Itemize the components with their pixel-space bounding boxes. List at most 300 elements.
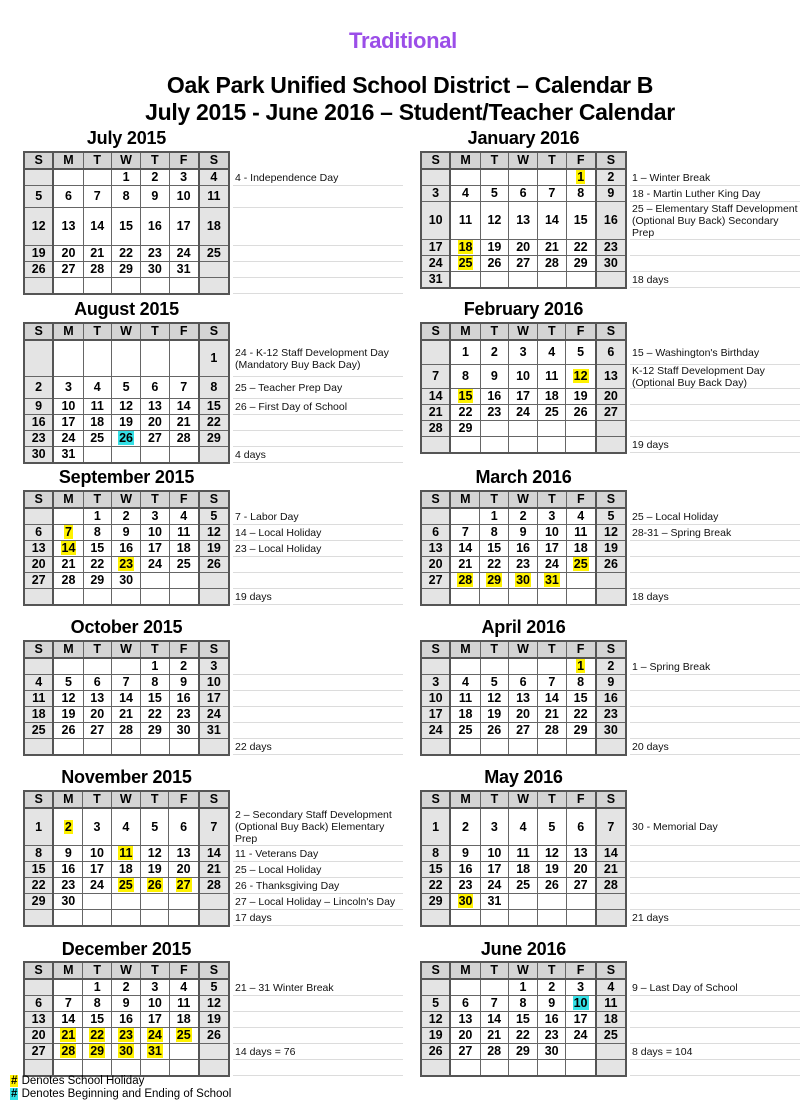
- day-cell: [538, 878, 566, 894]
- weekday-header: S: [199, 962, 229, 979]
- day-cell: [508, 1044, 537, 1060]
- day-cell: [53, 508, 83, 525]
- week-row: [24, 573, 229, 589]
- day-cell: [141, 739, 169, 756]
- day-cell: [596, 878, 626, 894]
- day-cell: [480, 878, 508, 894]
- day-cell: [53, 431, 83, 447]
- day-number: 13: [31, 1012, 46, 1026]
- day-cell: [53, 979, 83, 996]
- day-cell: [566, 910, 596, 927]
- day-cell: [24, 377, 53, 399]
- day-number: 29: [458, 421, 473, 435]
- weekday-header: S: [596, 323, 626, 340]
- weekday-header: S: [421, 791, 450, 808]
- week-row: [421, 169, 626, 186]
- day-number: 7: [122, 675, 130, 689]
- weekday-header: F: [169, 962, 199, 979]
- day-cell: [83, 1044, 111, 1060]
- day-cell: [596, 723, 626, 739]
- day-number: 7: [93, 189, 101, 203]
- day-number: 26: [573, 405, 588, 419]
- day-cell: [199, 910, 229, 927]
- day-number: 9: [462, 846, 469, 860]
- day-number: 3: [210, 659, 218, 673]
- day-number: 18: [206, 219, 221, 233]
- day-number: 3: [432, 675, 440, 689]
- day-cell: [169, 541, 199, 557]
- day-number: 27: [31, 573, 46, 587]
- day-number: 15: [90, 1012, 105, 1026]
- day-cell: [83, 996, 111, 1012]
- day-cell: [538, 437, 566, 454]
- week-row: [24, 1028, 229, 1044]
- day-number: 17: [428, 240, 443, 254]
- month-grid: [420, 490, 627, 606]
- day-cell: [199, 723, 229, 739]
- day-cell: [24, 415, 53, 431]
- day-number: 9: [607, 186, 615, 200]
- day-cell: [421, 1028, 450, 1044]
- weekday-header: S: [421, 323, 450, 340]
- day-cell: [141, 186, 169, 208]
- day-number: 10: [487, 846, 502, 860]
- day-number: 4: [519, 819, 527, 834]
- month-note: [233, 208, 403, 246]
- day-cell: [480, 862, 508, 878]
- day-number: 23: [516, 557, 530, 571]
- day-cell: [508, 1028, 537, 1044]
- day-cell: [111, 169, 140, 186]
- day-cell: [169, 186, 199, 208]
- day-cell: [421, 1060, 450, 1077]
- day-cell: [596, 573, 626, 589]
- day-cell: [566, 723, 596, 739]
- weekday-header: T: [83, 641, 111, 658]
- week-row: [421, 894, 626, 910]
- day-cell: [24, 541, 53, 557]
- day-number: 19: [206, 541, 221, 555]
- day-number: 9: [519, 525, 527, 539]
- day-number: 18: [573, 541, 588, 555]
- day-number: 11: [545, 369, 559, 383]
- day-cell: [538, 808, 566, 846]
- day-cell: [538, 256, 566, 272]
- week-row: [24, 658, 229, 675]
- day-cell: [538, 240, 566, 256]
- day-cell: [508, 508, 537, 525]
- day-cell: [421, 996, 450, 1012]
- month-note: 1 – Spring Break: [630, 659, 800, 675]
- weekday-header: M: [53, 641, 83, 658]
- day-cell: [538, 573, 566, 589]
- day-number: 25: [603, 1028, 618, 1042]
- day-cell: [509, 186, 538, 202]
- day-cell: [450, 996, 480, 1012]
- day-cell: [83, 262, 111, 278]
- day-cell: [421, 589, 450, 606]
- day-number: 12: [61, 691, 76, 705]
- day-cell: [421, 169, 450, 186]
- day-number: 24: [206, 707, 221, 721]
- day-cell: [111, 808, 140, 846]
- weekday-header: S: [24, 152, 53, 169]
- page-subtitle: July 2015 - June 2016 – Student/Teacher Calendar: [145, 99, 675, 125]
- day-cell: [480, 365, 508, 389]
- day-cell: [566, 894, 596, 910]
- day-cell: [169, 723, 199, 739]
- day-number: 29: [119, 262, 133, 276]
- day-number: 18: [176, 541, 191, 555]
- day-number: 29: [206, 431, 221, 445]
- day-cell: [538, 1044, 566, 1060]
- day-cell: [83, 707, 111, 723]
- day-cell: [199, 246, 229, 262]
- day-cell: [111, 541, 140, 557]
- day-cell: [509, 894, 538, 910]
- week-row: [24, 589, 229, 606]
- day-number: 29: [573, 256, 588, 270]
- day-cell: [538, 691, 566, 707]
- month-title: August 2015: [74, 299, 179, 319]
- day-number: 13: [176, 846, 191, 860]
- day-cell: [199, 1028, 229, 1044]
- day-cell: [450, 525, 480, 541]
- week-row: [421, 1028, 626, 1044]
- holiday-day-number: 14: [61, 541, 76, 555]
- day-cell: [538, 525, 566, 541]
- day-cell: [53, 691, 83, 707]
- day-cell: [508, 707, 537, 723]
- weekday-header: T: [83, 152, 111, 169]
- day-cell: [538, 910, 566, 927]
- holiday-day-number: 21: [61, 1028, 76, 1042]
- day-number: 12: [207, 996, 221, 1010]
- day-cell: [199, 862, 229, 878]
- day-number: 14: [61, 1012, 76, 1026]
- month-grid: [23, 961, 230, 1077]
- weekday-header: T: [538, 491, 566, 508]
- day-number: 15: [428, 862, 443, 876]
- day-number: 1: [462, 345, 469, 359]
- day-number: 16: [119, 541, 134, 555]
- day-cell: [169, 525, 199, 541]
- day-cell: [53, 541, 83, 557]
- day-cell: [199, 589, 229, 606]
- day-cell: [199, 399, 229, 415]
- day-cell: [508, 658, 537, 675]
- day-number: 21: [487, 1028, 502, 1042]
- day-number: 20: [516, 707, 530, 721]
- day-cell: [169, 246, 199, 262]
- legend-item-school: [10, 1088, 231, 1101]
- day-cell: [83, 658, 111, 675]
- day-cell: [508, 421, 537, 437]
- day-cell: [83, 415, 111, 431]
- day-number: 25: [458, 723, 473, 737]
- day-number: 10: [176, 189, 191, 203]
- month-note: 14 days = 76: [233, 1044, 403, 1060]
- day-cell: [199, 739, 229, 756]
- weekday-header: S: [199, 791, 229, 808]
- day-cell: [141, 541, 169, 557]
- day-cell: [169, 658, 199, 675]
- day-number: 13: [90, 691, 105, 705]
- day-number: 18: [458, 707, 473, 721]
- month-note: 11 - Veterans Day: [233, 846, 403, 862]
- day-cell: [53, 894, 83, 910]
- day-number: 22: [90, 557, 105, 571]
- day-cell: [169, 894, 199, 910]
- day-cell: [450, 739, 480, 756]
- day-cell: [596, 996, 626, 1012]
- day-cell: [450, 405, 480, 421]
- month-note: [630, 707, 800, 723]
- month-note: [233, 1028, 403, 1044]
- day-cell: [169, 862, 199, 878]
- day-number: 10: [206, 675, 221, 689]
- day-cell: [111, 707, 140, 723]
- day-cell: [480, 589, 508, 606]
- week-row: [421, 508, 626, 525]
- day-cell: [83, 399, 111, 415]
- day-number: 20: [61, 246, 76, 260]
- day-number: 24: [573, 1028, 588, 1042]
- day-number: 13: [573, 846, 588, 860]
- day-cell: [24, 186, 53, 208]
- weekday-header: W: [111, 152, 140, 169]
- day-cell: [566, 808, 596, 846]
- day-number: 9: [122, 525, 130, 539]
- day-cell: [169, 169, 199, 186]
- day-number: 26: [207, 1028, 221, 1042]
- week-row: [421, 340, 626, 365]
- month-grid: [23, 490, 230, 606]
- day-cell: [566, 707, 596, 723]
- day-cell: [566, 272, 596, 289]
- day-number: 20: [516, 240, 531, 254]
- week-row: [24, 447, 229, 464]
- day-cell: [508, 405, 537, 421]
- day-cell: [199, 415, 229, 431]
- day-number: 6: [35, 525, 43, 539]
- month-grid: [420, 151, 627, 289]
- weekday-header: M: [53, 152, 83, 169]
- day-cell: [53, 525, 83, 541]
- month-grid: [23, 790, 230, 927]
- day-cell: [24, 1060, 53, 1077]
- month-note: 1 – Winter Break: [630, 170, 800, 186]
- holiday-day-number: 30: [119, 1044, 133, 1058]
- day-number: 14: [90, 219, 105, 233]
- day-cell: [141, 723, 169, 739]
- day-number: 22: [119, 246, 133, 260]
- day-cell: [480, 846, 508, 862]
- day-cell: [480, 508, 508, 525]
- day-cell: [53, 262, 83, 278]
- day-number: 4: [577, 509, 585, 523]
- day-number: 13: [428, 541, 443, 555]
- day-number: 5: [607, 509, 615, 523]
- day-cell: [111, 208, 140, 246]
- day-number: 12: [119, 399, 133, 413]
- day-cell: [508, 557, 537, 573]
- week-row: [24, 508, 229, 525]
- day-cell: [480, 808, 508, 846]
- day-number: 7: [461, 525, 469, 539]
- day-number: 4: [462, 186, 469, 200]
- day-cell: [141, 508, 169, 525]
- month-title: September 2015: [58, 467, 195, 487]
- day-number: 19: [119, 415, 133, 429]
- week-row: [421, 723, 626, 739]
- day-number: 24: [90, 878, 104, 892]
- day-cell: [141, 1012, 169, 1028]
- day-number: 20: [31, 1028, 46, 1042]
- day-number: 2: [607, 659, 615, 673]
- weekday-header: T: [480, 791, 508, 808]
- day-cell: [421, 421, 450, 437]
- day-cell: [24, 525, 53, 541]
- day-cell: [421, 1044, 450, 1060]
- week-row: [421, 675, 626, 691]
- week-row: [24, 979, 229, 996]
- day-cell: [596, 340, 626, 365]
- day-number: 17: [61, 415, 76, 429]
- day-number: 6: [64, 189, 72, 203]
- day-number: 11: [604, 996, 618, 1010]
- weekday-header: T: [480, 962, 508, 979]
- week-row: [421, 272, 626, 289]
- day-cell: [24, 399, 53, 415]
- day-number: 5: [548, 819, 556, 834]
- holiday-day-number: 23: [119, 1028, 133, 1042]
- day-number: 20: [603, 389, 618, 403]
- day-cell: [169, 557, 199, 573]
- day-cell: [450, 707, 480, 723]
- day-cell: [83, 846, 111, 862]
- day-number: 14: [544, 213, 559, 227]
- day-number: 4: [93, 380, 101, 394]
- day-number: 8: [122, 189, 130, 203]
- day-number: 12: [544, 846, 559, 860]
- day-number: 20: [573, 862, 588, 876]
- day-cell: [566, 365, 596, 389]
- month-note: [630, 996, 800, 1012]
- day-cell: [480, 1012, 508, 1028]
- day-number: 1: [151, 659, 159, 673]
- day-cell: [53, 808, 83, 846]
- month-title: July 2015: [86, 128, 167, 148]
- month-note: [630, 256, 800, 272]
- day-number: 15: [573, 213, 588, 227]
- day-number: 17: [206, 691, 221, 705]
- day-cell: [480, 1028, 508, 1044]
- day-cell: [509, 169, 538, 186]
- day-number: 1: [519, 980, 527, 994]
- day-number: 11: [177, 525, 191, 539]
- day-number: 21: [61, 557, 76, 571]
- day-cell: [169, 573, 199, 589]
- day-number: 10: [516, 369, 530, 383]
- week-row: [421, 862, 626, 878]
- day-cell: [566, 1044, 596, 1060]
- week-row: [24, 278, 229, 295]
- day-number: 28: [90, 262, 105, 276]
- weekday-header: M: [450, 791, 480, 808]
- day-number: 20: [147, 415, 162, 429]
- weekday-header: S: [596, 962, 626, 979]
- day-cell: [566, 437, 596, 454]
- day-cell: [596, 186, 626, 202]
- day-number: 25: [31, 723, 46, 737]
- day-number: 22: [487, 557, 502, 571]
- day-cell: [83, 169, 111, 186]
- day-number: 2: [35, 380, 43, 394]
- month-note: [630, 723, 800, 739]
- day-number: 31: [206, 723, 221, 737]
- day-number: 1: [93, 509, 101, 523]
- day-cell: [596, 272, 626, 289]
- holiday-day-number: 31: [544, 573, 559, 587]
- day-cell: [596, 894, 626, 910]
- day-number: 29: [515, 1044, 530, 1058]
- day-number: 9: [180, 675, 188, 689]
- day-number: 6: [432, 525, 440, 539]
- day-cell: [169, 846, 199, 862]
- week-row: [24, 996, 229, 1012]
- day-cell: [538, 1012, 566, 1028]
- day-cell: [111, 979, 140, 996]
- month-note: 2 – Secondary Staff Development (Optional Buy Back) Elementary Prep: [233, 809, 403, 846]
- day-cell: [141, 707, 169, 723]
- day-number: 10: [428, 213, 443, 227]
- weekday-header: F: [566, 152, 596, 169]
- day-number: 7: [210, 819, 218, 834]
- day-number: 9: [64, 846, 72, 860]
- day-cell: [199, 340, 229, 377]
- day-cell: [596, 421, 626, 437]
- day-number: 27: [147, 431, 162, 445]
- day-cell: [169, 589, 199, 606]
- day-cell: [480, 979, 508, 996]
- day-cell: [538, 996, 566, 1012]
- day-cell: [111, 739, 140, 756]
- day-cell: [480, 186, 508, 202]
- day-number: 24: [516, 405, 530, 419]
- month-note: [630, 1012, 800, 1028]
- day-number: 13: [516, 213, 531, 227]
- week-row: [421, 202, 626, 240]
- day-cell: [53, 846, 83, 862]
- weekday-header: S: [24, 491, 53, 508]
- month-note: [630, 675, 800, 691]
- legend-label: Denotes School Holiday: [21, 1075, 145, 1087]
- week-row: [421, 1044, 626, 1060]
- month-note: [630, 573, 800, 589]
- weekday-header: F: [169, 152, 199, 169]
- week-row: [24, 707, 229, 723]
- month-note: 21 – 31 Winter Break: [233, 980, 403, 996]
- day-number: 26: [206, 557, 221, 571]
- day-cell: [111, 508, 140, 525]
- day-number: 6: [519, 675, 527, 689]
- day-number: 16: [544, 1012, 559, 1026]
- day-cell: [480, 525, 508, 541]
- day-number: 8: [151, 675, 159, 689]
- day-cell: [140, 846, 168, 862]
- day-cell: [141, 399, 169, 415]
